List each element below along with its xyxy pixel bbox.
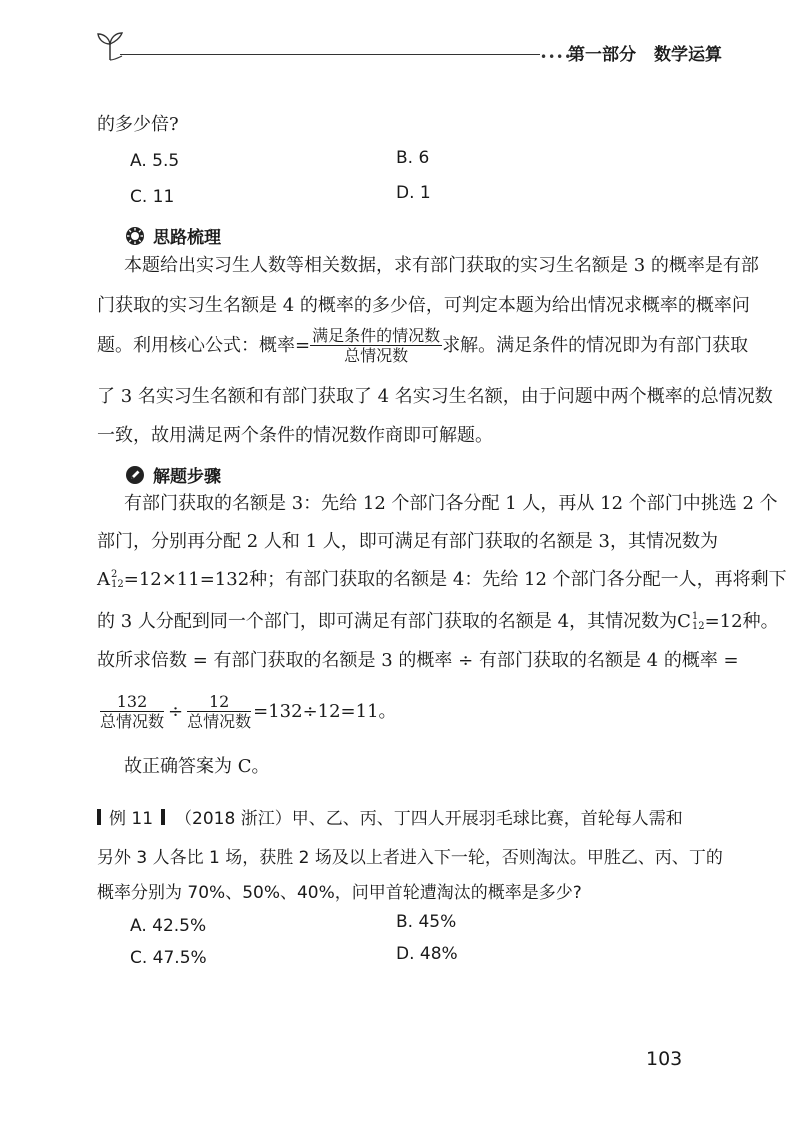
arrangement-symbol: A 2 12 [97,569,124,590]
fraction-12: $\frac{12}{\text{总情况数}}$ [187,692,252,731]
pencil-icon [125,465,145,485]
example-option-c: C. 47.5% [130,948,207,968]
steps-line-5: 故所求倍数 = 有部门获取的名额是 3 的概率 ÷ 有部门获取的名额是 4 的概率 = [97,650,739,671]
running-header [568,40,722,65]
steps-line-4-post: =12种。 [704,611,779,632]
probability-formula [310,328,442,364]
analysis-line-3-post: 求解。满足条件的情况即为有部门获取 [442,335,749,356]
section-analysis-heading [125,223,221,248]
analysis-line-2: 门获取的实习生名额是 4 的概率的多少倍，可判定本题为给出情况求概率的概率问 [97,295,750,316]
example-line-1 [97,804,683,829]
divide-sign: ÷ [168,701,184,722]
analysis-line-1: 本题给出实习生人数等相关数据，求有部门获取的实习生名额是 3 的概率是有部 [124,255,759,276]
example-line-1-text: （2018 浙江）甲、乙、丙、丁四人开展羽毛球比赛，首轮每人需和 [175,809,683,829]
example-option-b: B. 45% [396,912,457,932]
steps-line-1: 有部门获取的名额是 3：先给 12 个部门各分配 1 人，再从 12 个部门中挑选 2 个 [124,493,778,514]
example-line-3: 概率分别为 70%、50%、40%，问甲首轮遭淘汰的概率是多少? [97,883,582,903]
steps-line-4-pre: 的 3 人分配到同一个部门，即可满足有部门获取的名额是 4，其情况数为C [97,611,691,632]
section-steps-title: 解题步骤 [153,467,221,487]
steps-line-3 [97,570,787,590]
analysis-line-3-pre: 题。利用核心公式：概率= [97,335,311,356]
formula-denominator: 总情况数 [344,346,409,365]
formula-numerator: 满足条件的情况数 [312,326,441,345]
answer-line: 故正确答案为 C。 [124,756,270,777]
header-dots: •••• [540,50,573,64]
section-steps-heading [125,462,221,487]
sun-icon [125,226,145,246]
section-analysis-title: 思路梳理 [153,228,221,248]
option-d: D. 1 [396,183,431,203]
combination-indices: 1 12 [691,611,705,632]
header-rule [120,54,540,55]
example-label: 例 11 [109,809,154,829]
header-part: 第一部分 [568,45,636,65]
question-tail: 的多少倍? [97,114,179,135]
analysis-line-5: 一致，故用满足两个条件的情况数作商即可解题。 [97,425,493,446]
analysis-line-3 [97,328,748,364]
analysis-line-4: 了 3 名实习生名额和有部门获取了 4 名实习生名额，由于问题中两个概率的总情况数 [97,386,773,407]
steps-line-2: 部门，分别再分配 2 人和 1 人，即可满足有部门获取的名额是 3，其情况数为 [97,531,718,552]
option-b: B. 6 [396,148,430,168]
fraction-132: $\frac{132}{\text{总情况数}}$ [100,692,165,731]
example-option-a: A. 42.5% [130,916,207,936]
example-line-2: 另外 3 人各比 1 场，获胜 2 场及以上者进入下一轮，否则淘汰。甲胜乙、丙、丁的 [97,848,723,868]
header-topic: 数学运算 [654,45,722,65]
equation-tail: =132÷12=11。 [253,701,397,722]
steps-line-3-rest: =12×11=132种；有部门获取的名额是 4：先给 12 个部门各分配一人，再将剩下 [123,569,787,590]
sprout-icon [96,30,126,64]
example-option-d: D. 48% [396,944,458,964]
example-bracket-left [97,809,101,825]
option-c: C. 11 [130,187,175,207]
page-number: 103 [646,1048,683,1070]
option-a: A. 5.5 [130,151,180,171]
example-bracket-right [161,809,165,825]
steps-line-4 [97,612,779,632]
steps-equation [100,694,397,730]
